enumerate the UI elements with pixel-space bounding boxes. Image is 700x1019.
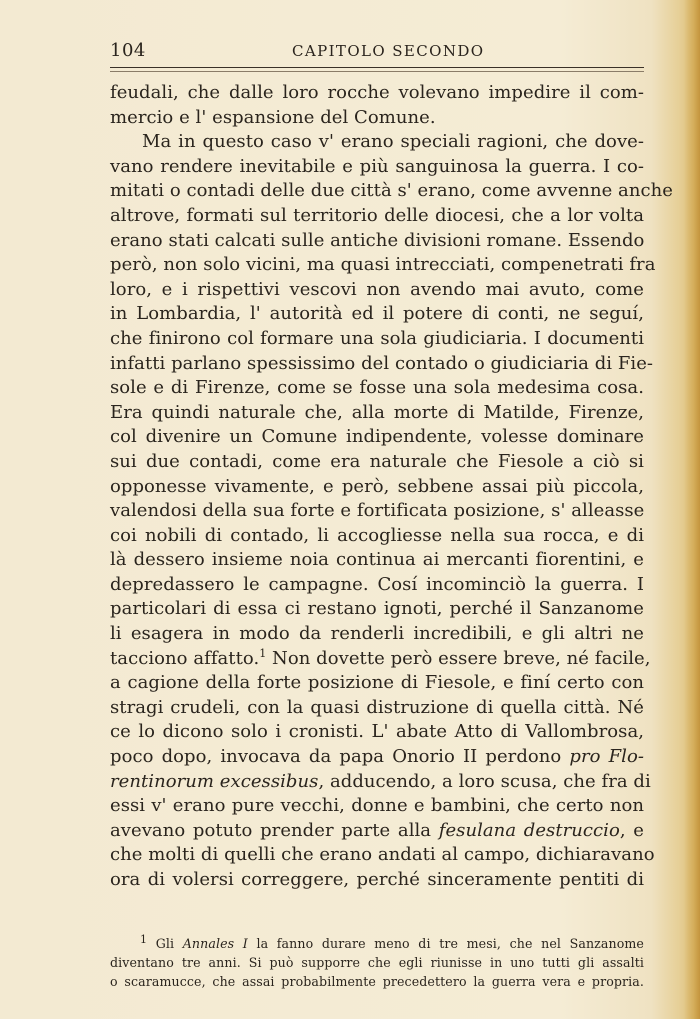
text-line: coi nobili di contado, li accogliesse nella sua rocca, e di: [110, 524, 644, 546]
text-line: depredassero le campagne. Cosí incominciò la guerra. I: [110, 573, 644, 595]
text-line: però, non solo vicini, ma quasi intrecciati, compenetrati fra: [110, 254, 656, 276]
footnote-marker: 1: [140, 932, 148, 946]
italic-segment: fesulana destruccio: [438, 819, 620, 841]
footnote: [110, 934, 644, 991]
footnote-line: o scaramucce, che assai probabilmente precedettero la guerra vera e propria.: [110, 974, 644, 989]
text-line: sui due contadi, come era naturale che Fiesole a ciò si: [110, 450, 644, 472]
text-line: sole e di Firenze, come se fosse una sola medesima cosa.: [110, 377, 644, 399]
page-header: [110, 36, 644, 66]
text-line: erano stati calcati sulle antiche divisioni romane. Essendo: [110, 229, 645, 251]
text-line-with-note: [110, 646, 651, 672]
text-line: in Lombardia, l' autorità ed il potere di conti, ne seguí,: [110, 303, 644, 325]
text-line: Era quindi naturale che, alla morte di Matilde, Firenze,: [110, 401, 644, 423]
text-line: [110, 819, 644, 844]
text-line: li esagera in modo da renderli incredibili, e gli altri ne: [110, 623, 644, 645]
text-segment: la fanno durare meno di tre mesi, che nel Sanzanome: [247, 936, 644, 951]
text-line: infatti parlano spessissimo del contado o giudiciaria di Fie-: [110, 352, 654, 374]
text-line: [110, 770, 651, 795]
italic-segment: pro Flo-: [569, 746, 644, 768]
text-line: a cagione della forte posizione di Fiesole, e finí certo con: [110, 672, 644, 694]
text-line: ora di volersi correggere, perché sinceramente pentiti di: [110, 869, 644, 890]
text-line: stragi crudeli, con la quasi distruzione di quella città. Né: [110, 696, 644, 718]
text-segment: , adducendo, a loro scusa, che fra di: [318, 770, 651, 792]
body-text: [110, 81, 673, 893]
footnote-line: diventano tre anni. Si può supporre che egli riunisse in uno tutti gli assalti: [110, 955, 644, 970]
text-segment: avevano potuto prender parte alla: [110, 819, 439, 841]
text-line: valendosi della sua forte e fortificata posizione, s' alleasse: [110, 500, 645, 522]
text-line: particolari di essa ci restano ignoti, perché il Sanzanome: [110, 598, 644, 620]
text-line: vano rendere inevitabile e più sanguinosa la guerra. I co-: [110, 155, 644, 177]
text-line: altrove, formati sul territorio delle diocesi, che a lor volta: [110, 204, 644, 226]
text-segment: tacciono affatto.: [110, 647, 260, 669]
header-rule: [110, 67, 644, 68]
text-line: che finirono col formare una sola giudiciaria. I documenti: [110, 327, 644, 349]
text-line: col divenire un Comune indipendente, volesse dominare: [110, 426, 644, 448]
text-line: [110, 745, 644, 770]
header-rule-secondary: [110, 71, 644, 72]
text-segment: , e: [619, 819, 645, 841]
footnote-reference: 1: [259, 646, 267, 660]
text-line: che molti di quelli che erano andati al campo, dichiaravano: [110, 844, 655, 866]
text-segment: poco dopo, invocava da papa Onorio II perdono: [110, 746, 570, 768]
italic-segment: Annales I: [182, 936, 248, 951]
running-title: CAPITOLO SECONDO: [292, 42, 485, 60]
text-line: essi v' erano pure vecchi, donne e bambini, che certo non: [110, 795, 644, 817]
text-line: mercio e l' espansione del Comune.: [110, 106, 436, 128]
footnote-line: [110, 934, 644, 953]
page-number: 104: [110, 40, 146, 61]
text-line: opponesse vivamente, e però, sebbene assai più piccola,: [110, 475, 644, 497]
text-line: feudali, che dalle loro rocche volevano impedire il com-: [110, 82, 644, 103]
text-line: mitati o contadi delle due città s' erano, come avvenne anche: [110, 180, 673, 202]
text-line: Ma in questo caso v' erano speciali ragioni, che dove-: [142, 131, 644, 153]
text-segment: Gli: [147, 936, 183, 951]
text-segment: Non dovette però essere breve, né facile,: [266, 647, 651, 669]
italic-segment: rentinorum excessibus: [110, 770, 319, 792]
text-line: là dessero insieme noia continua ai mercanti fiorentini, e: [110, 549, 644, 571]
page-edge-shadow: [684, 0, 700, 1019]
text-line: loro, e i rispettivi vescovi non avendo mai avuto, come: [110, 278, 644, 300]
text-line: ce lo dicono solo i cronisti. L' abate Atto di Vallombrosa,: [110, 721, 644, 743]
